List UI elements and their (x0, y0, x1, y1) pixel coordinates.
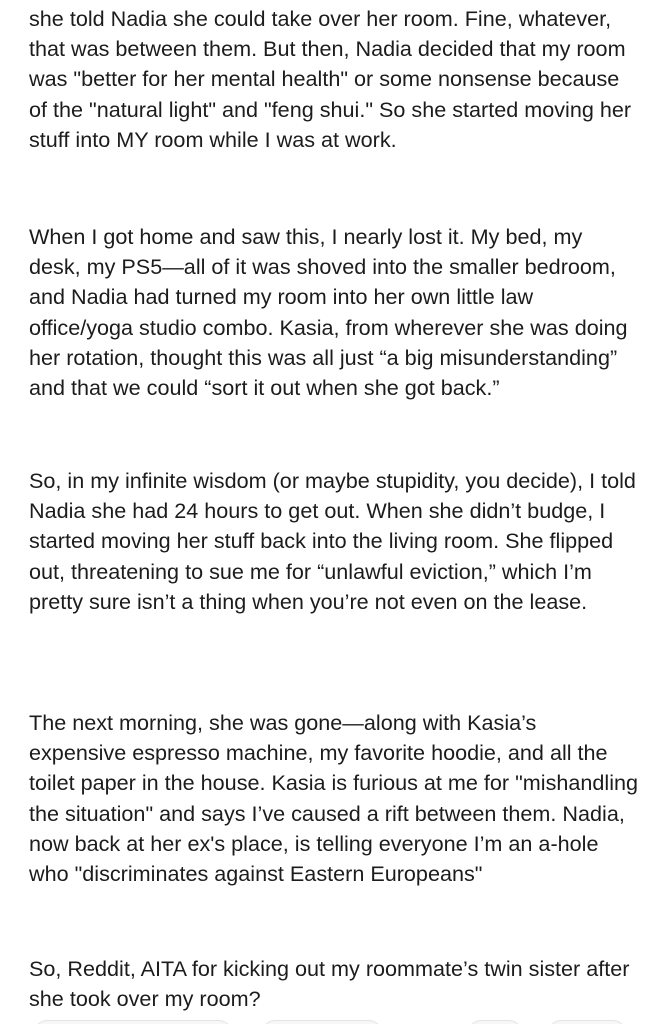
vote-pill[interactable] (34, 1020, 232, 1024)
post-action-bar (0, 1016, 654, 1024)
post-paragraph-4: The next morning, she was gone—along with Kasia’s expensive espresso machine, my favorite hoodie, and all the toilet paper in the house. Kasia is furious at me for "mishandling the situation" and says I’ve caused a rift between them. Nadia, now back at her ex's place, is telling everyone I’m an a-hole who "discriminates against Eastern Europeans" (29, 710, 639, 887)
comments-pill[interactable] (262, 1020, 382, 1024)
post-paragraph-1: she told Nadia she could take over her room. Fine, whatever, that was between them. But then, Nadia decided that my room was "better for her mental health" or some nonsense because of the "natural light" and "feng shui." So she started moving her stuff into MY room while I was at work. (29, 6, 632, 152)
share-pill[interactable] (548, 1020, 626, 1024)
post-paragraph-2: When I got home and saw this, I nearly lost it. My bed, my desk, my PS5—all of it was shoved into the smaller bedroom, and Nadia had turned my room into her own little law office/yoga studio combo. Kasia, from wherever she was doing her rotation, thought this was all just “a big misunderstanding” and that we could “sort it out when she got back.” (29, 224, 628, 401)
top-crop-edge (0, 0, 654, 4)
award-pill[interactable] (468, 1020, 522, 1024)
post-paragraph-3: So, in my infinite wisdom (or maybe stupidity, you decide), I told Nadia she had 24 hours to get out. When she didn’t budge, I started moving her stuff back into the living room. She flipped out, threatening to sue me for “unlawful eviction,” which I’m pretty sure isn’t a thing when you’re not even on the lease. (29, 468, 636, 614)
post-paragraph-5: So, Reddit, AITA for kicking out my roommate’s twin sister after she took over my room? (29, 956, 630, 1012)
